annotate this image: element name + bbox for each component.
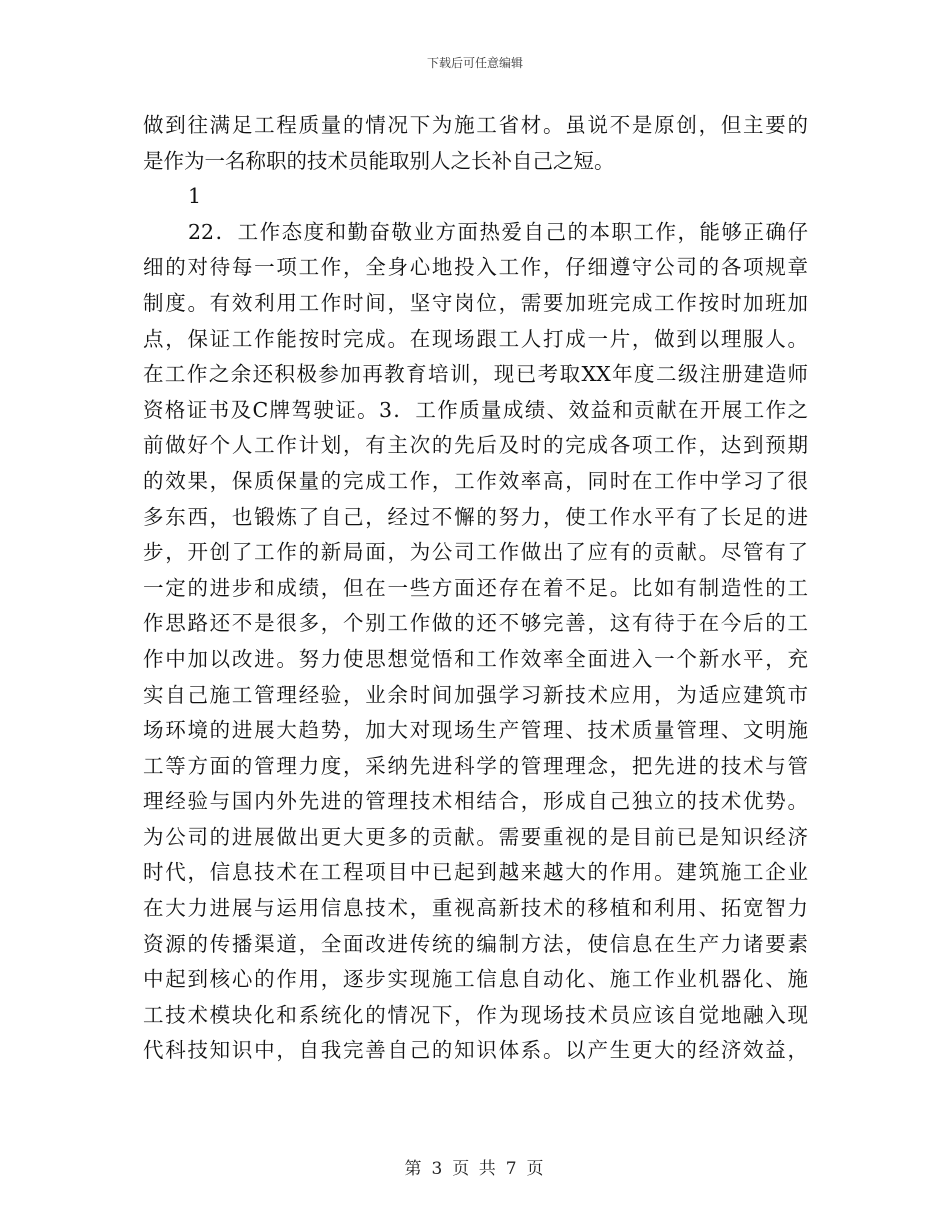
footer-middle: 页 共 [452,1159,498,1179]
text-line: 在工作之余还积极参加再教育培训，现已考取XX年度二级注册建造师 [143,362,808,387]
footer-total-pages: 7 [505,1159,519,1179]
footer-suffix: 页 [526,1159,546,1179]
text-line: 代科技知识中，自我完善自己的知识体系。以产生更大的经济效益， [143,1038,808,1063]
text-line: 为公司的进展做出更大更多的贡献。需要重视的是目前已是知识经济 [143,824,808,849]
text-line: 22．工作态度和勤奋敬业方面热爱自己的本职工作，能够正确仔 [188,219,808,244]
footer-page-number: 3 [431,1159,445,1179]
text-line: 多东西，也锻炼了自己，经过不懈的努力，使工作水平有了长足的进 [143,504,808,529]
text-line: 作思路还不是很多，个别工作做的还不够完善，这有待于在今后的工 [143,611,808,636]
text-line: 制度。有效利用工作时间，坚守岗位，需要加班完成工作按时加班加 [143,290,808,315]
text-line: 点，保证工作能按时完成。在现场跟工人打成一片，做到以理服人。 [143,326,808,351]
text-line: 资源的传播渠道，全面改进传统的编制方法，使信息在生产力诸要素 [143,931,808,956]
text-line: 场环境的进展大趋势，加大对现场生产管理、技术质量管理、文明施 [143,718,808,743]
text-line: 步，开创了工作的新局面，为公司工作做出了应有的贡献。尽管有了 [143,540,808,565]
page-footer [0,1154,950,1179]
text-line: 细的对待每一项工作，全身心地投入工作，仔细遵守公司的各项规章 [143,255,808,280]
text-line: 工技术模块化和系统化的情况下，作为现场技术员应该自觉地融入现 [143,1002,808,1027]
text-line: 工等方面的管理力度，采纳先进科学的管理理念，把先进的技术与管 [143,753,808,778]
text-line: 做到往满足工程质量的情况下为施工省材。虽说不是原创，但主要的 [143,113,808,137]
inline-page-marker: 1 [188,184,202,209]
text-line: 作中加以改进。努力使思想觉悟和工作效率全面进入一个新水平，充 [143,646,808,671]
text-line: 时代，信息技术在工程项目中已起到越来越大的作用。建筑施工企业 [143,860,808,885]
document-body [143,108,808,1069]
text-line: 一定的进步和成绩，但在一些方面还存在着不足。比如有制造性的工 [143,575,808,600]
footer-prefix: 第 [404,1159,424,1179]
text-line: 理经验与国内外先进的管理技术相结合，形成自己独立的技术优势。 [143,789,808,814]
text-line: 在大力进展与运用信息技术，重视高新技术的移植和利用、拓宽智力 [143,896,808,921]
text-line: 实自己施工管理经验，业余时间加强学习新技术应用，为适应建筑市 [143,682,808,707]
text-line: 前做好个人工作计划，有主次的先后及时的完成各项工作，达到预期 [143,433,808,458]
text-line: 中起到核心的作用，逐步实现施工信息自动化、施工作业机器化、施 [143,967,808,992]
text-line: 的效果，保质保量的完成工作，工作效率高，同时在工作中学习了很 [143,468,808,493]
text-line: 是作为一名称职的技术员能取别人之长补自己之短。 [143,148,615,173]
page-header: 下载后可任意编辑 [426,56,523,70]
text-line: 资格证书及C牌驾驶证。3．工作质量成绩、效益和贡献在开展工作之 [143,397,808,422]
